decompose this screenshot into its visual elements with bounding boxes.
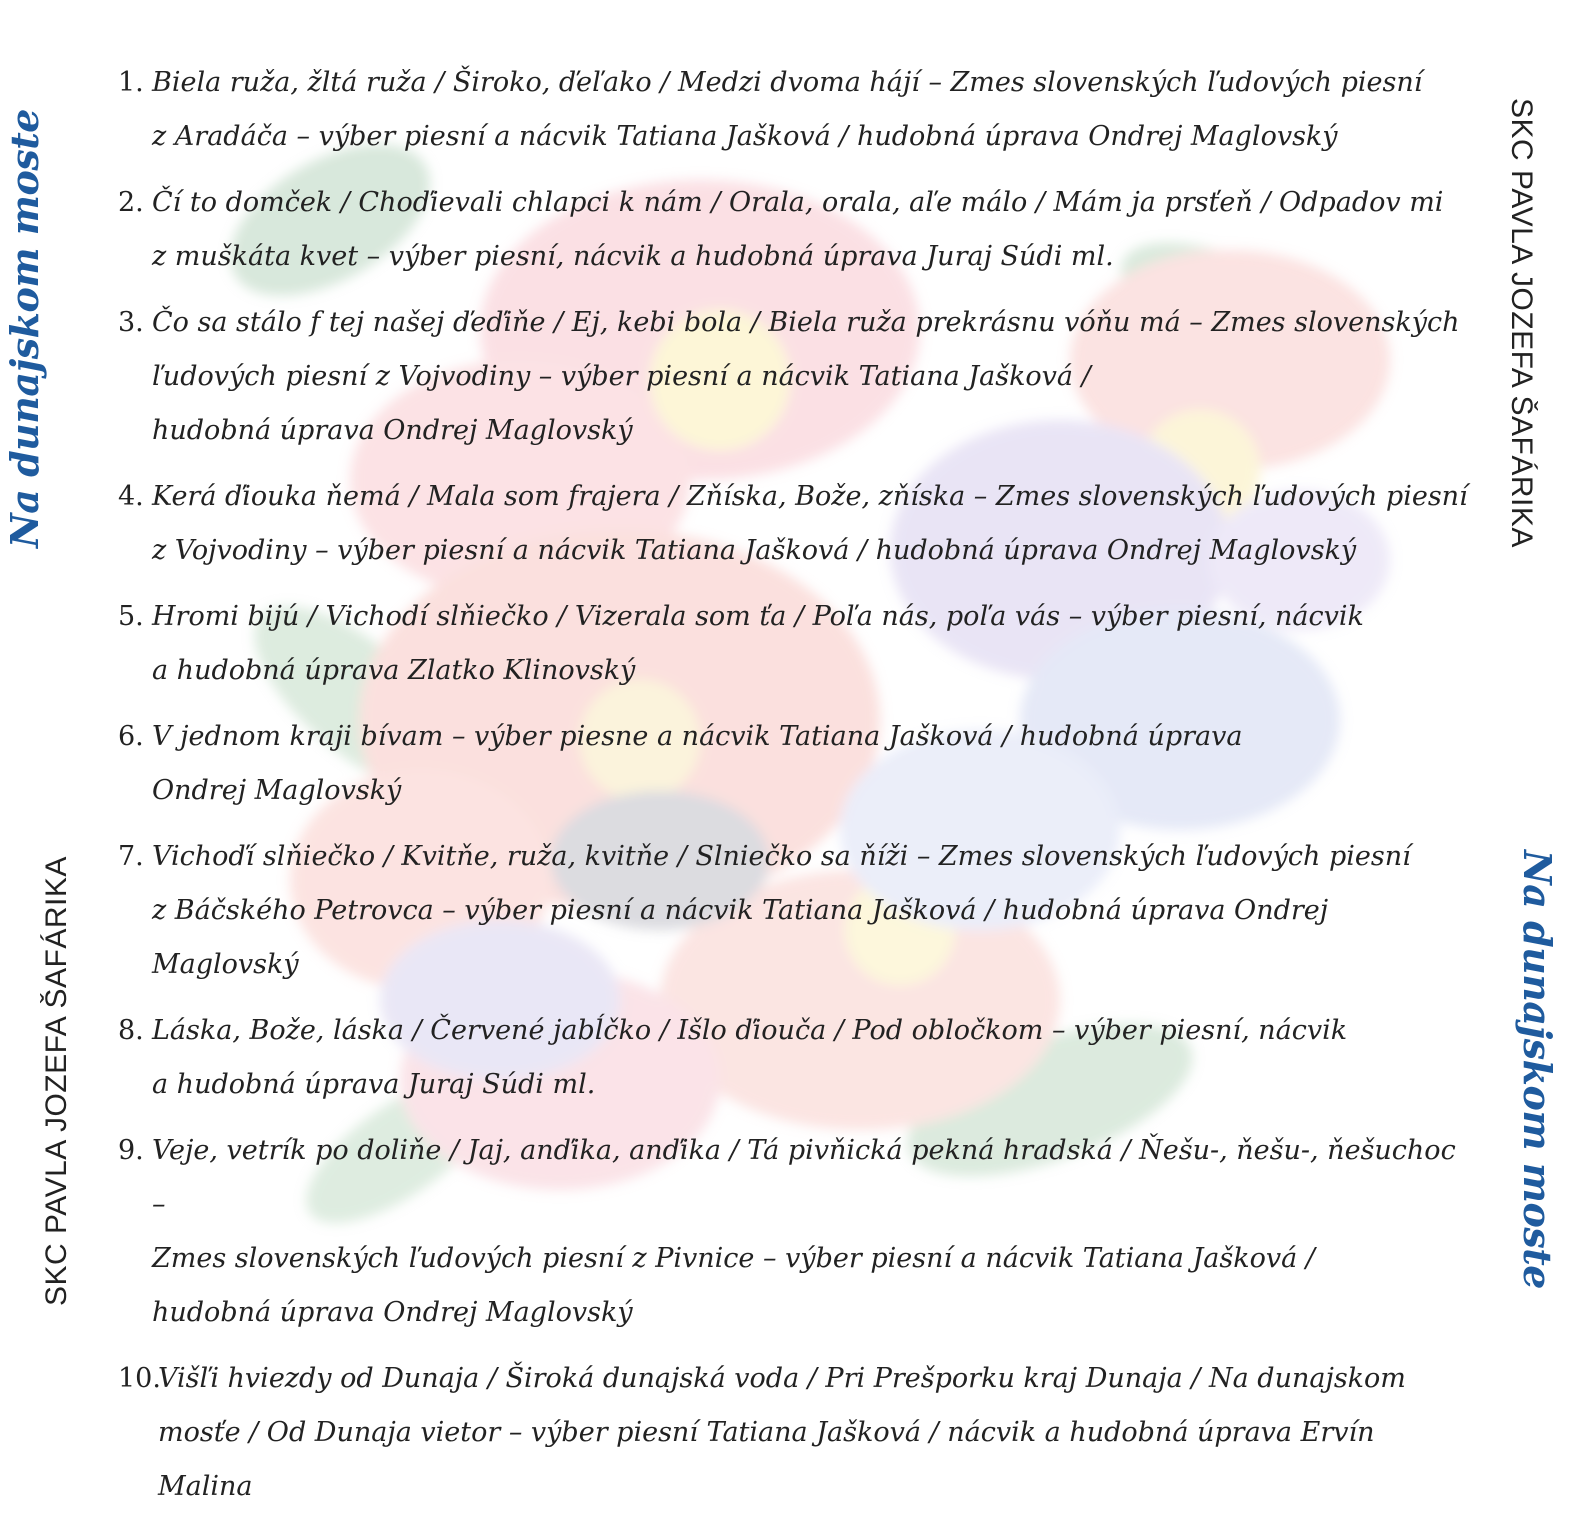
track-number: 10. — [118, 1363, 161, 1394]
track-item — [118, 710, 1468, 818]
track-number: 7. — [118, 841, 144, 872]
track-item — [118, 1124, 1468, 1340]
track-line: Vichoďí slňiečko / Kvitňe, ruža, kvitňe / Slniečko sa ňíži – Zmes slovenských ľudových piesní — [152, 841, 1411, 872]
track-item — [118, 470, 1468, 578]
track-number: 8. — [118, 1015, 144, 1046]
track-line: Hromi bijú / Vichodí slňiečko / Vizerala som ťa / Poľa nás, poľa vás – výber piesní, nácvik — [152, 601, 1364, 632]
track-number: 4. — [118, 481, 144, 512]
track-number: 1. — [118, 67, 144, 98]
track-line: z Vojvodiny – výber piesní a nácvik Tatiana Jašková / hudobná úprava Ondrej Maglovský — [152, 535, 1357, 566]
track-line: Čí to domček / Choďievali chlapci k nám / Orala, orala, aľe málo / Mám ja prsťeň / Odpadov mi — [152, 187, 1444, 218]
track-line: z muškáta kvet – výber piesní, nácvik a hudobná úprava Juraj Súdi ml. — [152, 241, 1114, 272]
track-number: 5. — [118, 601, 144, 632]
track-line: Višľi hviezdy od Dunaja / Široká dunajská voda / Pri Prešporku kraj Dunaja / Na dunajskom — [158, 1363, 1406, 1394]
track-item — [118, 56, 1468, 164]
track-item — [118, 590, 1468, 698]
track-item — [118, 296, 1468, 458]
track-number: 6. — [118, 721, 144, 752]
track-line: Ondrej Maglovský — [152, 775, 402, 806]
track-line: a hudobná úprava Zlatko Klinovský — [152, 655, 636, 686]
track-line: Kerá ďiouka ňemá / Mala som frajera / Zňíska, Bože, zňíska – Zmes slovenských ľudových piesní — [152, 481, 1468, 512]
track-list — [118, 56, 1468, 1526]
track-line: V jednom kraji bívam – výber piesne a nácvik Tatiana Jašková / hudobná úprava — [152, 721, 1243, 752]
track-line: z Aradáča – výber piesní a nácvik Tatiana Jašková / hudobná úprava Ondrej Maglovský — [152, 121, 1338, 152]
track-number: 3. — [118, 307, 144, 338]
track-line: z Báčského Petrovca – výber piesní a nácvik Tatiana Jašková / hudobná úprava Ondrej Maglovský — [152, 895, 1329, 980]
organization-vertical-left: SKC PAVLA JOZEFA ŠAFÁRIKA — [40, 856, 73, 1306]
track-line: Veje, vetrík po doliňe / Jaj, anďika, anďika / Tá pivňická pekná hradská / Ňešu-, ňešu-, ňešuchoc – — [152, 1135, 1456, 1220]
album-title-vertical-right: Na dunajskom moste — [1515, 850, 1560, 1289]
track-line: Zmes slovenských ľudových piesní z Pivnice – výber piesní a nácvik Tatiana Jašková / — [152, 1243, 1315, 1274]
track-number: 9. — [118, 1135, 144, 1166]
track-line: a hudobná úprava Juraj Súdi ml. — [152, 1069, 596, 1100]
track-line: Láska, Bože, láska / Červené jabĺčko / Išlo ďiouča / Pod obločkom – výber piesní, nácvik — [152, 1015, 1348, 1046]
album-title-vertical-left: Na dunajskom moste — [2, 109, 47, 548]
track-number: 2. — [118, 187, 144, 218]
track-line: Čo sa stálo f tej našej ďeďiňe / Ej, kebi bola / Biela ruža prekrásnu vóňu má – Zmes slovenských — [152, 307, 1460, 338]
track-item — [118, 176, 1468, 284]
track-line: hudobná úprava Ondrej Maglovský — [152, 415, 633, 446]
track-item — [118, 830, 1468, 992]
track-line: hudobná úprava Ondrej Maglovský — [152, 1297, 633, 1328]
track-line: mosťe / Od Dunaja vietor – výber piesní Tatiana Jašková / nácvik a hudobná úprava Ervín Malina — [158, 1417, 1375, 1502]
organization-vertical-right: SKC PAVLA JOZEFA ŠAFÁRIKA — [1505, 98, 1538, 548]
track-item — [118, 1352, 1468, 1514]
track-item — [118, 1004, 1468, 1112]
track-line: Biela ruža, žltá ruža / Široko, ďeľako / Medzi dvoma hájí – Zmes slovenských ľudových piesní — [152, 67, 1423, 98]
track-line: ľudových piesní z Vojvodiny – výber piesní a nácvik Tatiana Jašková / — [152, 361, 1091, 392]
